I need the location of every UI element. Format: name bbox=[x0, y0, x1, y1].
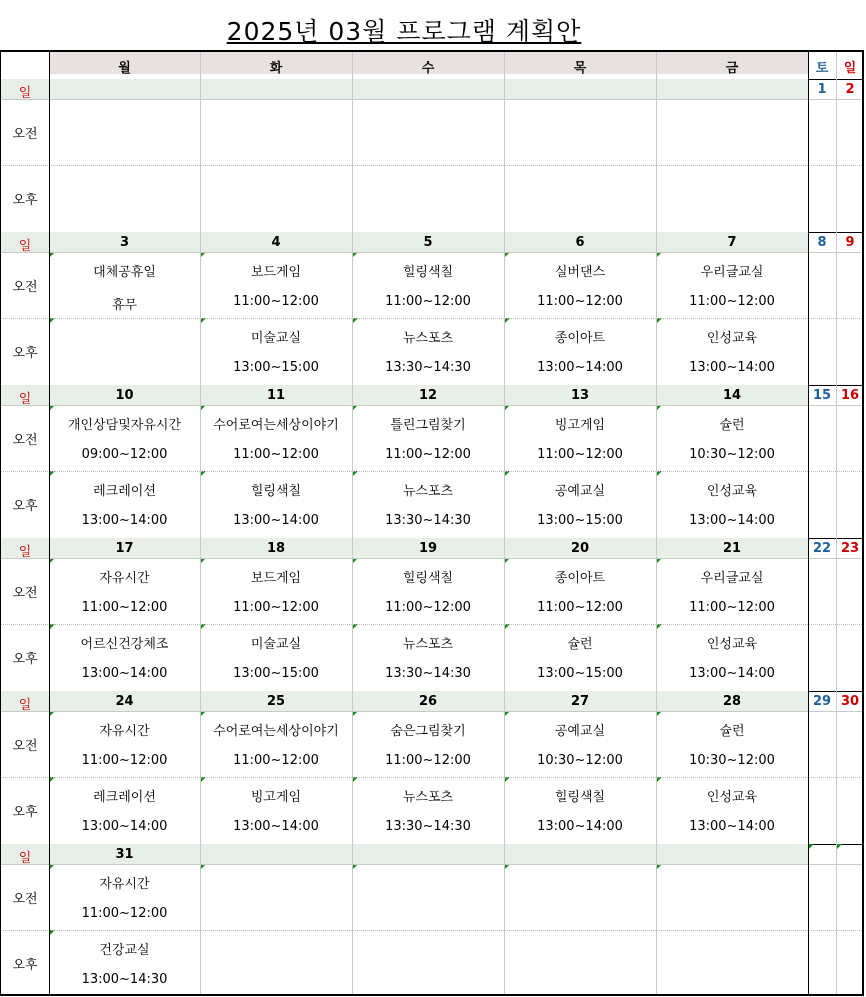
am-time: 09:00~12:00 bbox=[81, 447, 168, 462]
am-activity: 종이아트 bbox=[554, 571, 606, 586]
date-divider bbox=[1, 864, 862, 865]
am-activity: 보드게임 bbox=[250, 571, 302, 586]
am-activity: 틀린그림찾기 bbox=[390, 418, 466, 433]
pm-activity: 종이아트 bbox=[554, 331, 606, 346]
column-divider bbox=[656, 52, 657, 994]
date-number: 6 bbox=[575, 235, 585, 250]
am-activity: 공예교실 bbox=[554, 724, 606, 739]
am-activity: 슐런 bbox=[719, 724, 745, 739]
am-activity: 자유시간 bbox=[99, 724, 150, 739]
am-activity: 실버댄스 bbox=[554, 265, 606, 280]
am-time: 10:30~12:00 bbox=[689, 447, 775, 462]
am-activity: 보드게임 bbox=[250, 265, 302, 280]
am-activity: 대체공휴일 bbox=[93, 265, 156, 280]
date-number: 12 bbox=[418, 388, 438, 403]
saturday-date: 1 bbox=[817, 82, 827, 97]
pm-time: 13:00~14:00 bbox=[81, 819, 168, 834]
pm-label: 오후 bbox=[12, 652, 38, 667]
pm-activity: 인성교육 bbox=[706, 790, 758, 805]
am-time: 10:30~12:00 bbox=[689, 753, 775, 768]
am-label: 오전 bbox=[12, 739, 38, 754]
ampm-divider bbox=[1, 624, 862, 625]
saturday-date: 15 bbox=[812, 388, 832, 403]
saturday-date: 29 bbox=[812, 694, 832, 709]
am-time: 11:00~12:00 bbox=[385, 753, 471, 768]
am-activity: 우리글교실 bbox=[700, 265, 764, 280]
pm-activity: 어르신건강체조 bbox=[80, 637, 169, 652]
pm-label: 오후 bbox=[12, 805, 38, 820]
am-time: 휴무 bbox=[111, 298, 138, 313]
ampm-divider bbox=[1, 471, 862, 472]
pm-time: 13:30~14:30 bbox=[385, 513, 471, 528]
am-time: 11:00~12:00 bbox=[81, 753, 168, 768]
pm-activity: 슐런 bbox=[567, 637, 593, 652]
am-time: 11:00~12:00 bbox=[385, 447, 471, 462]
pm-time: 13:00~14:00 bbox=[233, 819, 319, 834]
ampm-divider bbox=[1, 777, 862, 778]
pm-activity: 인성교육 bbox=[706, 637, 758, 652]
pm-time: 13:30~14:30 bbox=[385, 666, 471, 681]
page-title: 2025년 03월 프로그램 계획안 bbox=[226, 17, 582, 46]
date-number: 3 bbox=[119, 235, 130, 250]
pm-activity: 인성교육 bbox=[706, 484, 758, 499]
am-time: 10:30~12:00 bbox=[537, 753, 623, 768]
pm-activity: 힐링색칠 bbox=[554, 790, 606, 805]
sunday-date: 9 bbox=[845, 235, 855, 250]
am-time: 11:00~12:00 bbox=[233, 447, 319, 462]
sunday-date: 30 bbox=[840, 694, 860, 709]
header-fri: 금 bbox=[725, 61, 739, 76]
column-divider bbox=[49, 52, 50, 994]
date-number: 21 bbox=[722, 541, 742, 556]
am-label: 오전 bbox=[12, 433, 38, 448]
sunday-date: 16 bbox=[840, 388, 860, 403]
am-label: 오전 bbox=[12, 127, 38, 142]
date-number: 26 bbox=[418, 694, 438, 709]
am-time: 11:00~12:00 bbox=[385, 600, 471, 615]
pm-activity: 인성교육 bbox=[706, 331, 758, 346]
pm-time: 13:00~15:00 bbox=[537, 513, 623, 528]
am-label: 오전 bbox=[12, 586, 38, 601]
am-time: 11:00~12:00 bbox=[537, 294, 623, 309]
pm-activity: 힐링색칠 bbox=[250, 484, 302, 499]
pm-time: 13:00~14:00 bbox=[233, 513, 319, 528]
pm-label: 오후 bbox=[12, 499, 38, 514]
date-number: 5 bbox=[423, 235, 433, 250]
am-time: 11:00~12:00 bbox=[81, 600, 168, 615]
sunday-date: 23 bbox=[840, 541, 860, 556]
am-time: 11:00~12:00 bbox=[233, 294, 319, 309]
am-activity: 빙고게임 bbox=[554, 418, 606, 433]
am-activity: 개인상담및자유시간 bbox=[67, 418, 182, 433]
date-divider bbox=[1, 405, 862, 406]
pm-time: 13:00~15:00 bbox=[233, 360, 319, 375]
pm-time: 13:00~14:00 bbox=[537, 360, 623, 375]
date-number: 11 bbox=[266, 388, 286, 403]
pm-time: 13:00~15:00 bbox=[537, 666, 623, 681]
pm-activity: 레크레이션 bbox=[93, 790, 156, 805]
date-number: 14 bbox=[722, 388, 742, 403]
header-sun: 일 bbox=[843, 61, 857, 76]
date-number: 31 bbox=[115, 847, 134, 862]
column-divider bbox=[200, 52, 201, 994]
day-label: 일 bbox=[18, 851, 32, 866]
header-sat: 토 bbox=[815, 61, 829, 76]
date-number: 17 bbox=[115, 541, 134, 556]
day-label: 일 bbox=[18, 698, 32, 713]
pm-activity: 뉴스포츠 bbox=[402, 331, 454, 346]
ampm-divider bbox=[1, 930, 862, 931]
am-activity: 자유시간 bbox=[99, 571, 150, 586]
pm-time: 13:00~14:00 bbox=[689, 513, 775, 528]
pm-activity: 건강교실 bbox=[99, 943, 150, 958]
day-label: 일 bbox=[18, 86, 32, 101]
date-number: 25 bbox=[266, 694, 286, 709]
am-activity: 우리글교실 bbox=[700, 571, 764, 586]
day-label: 일 bbox=[18, 392, 32, 407]
am-time: 11:00~12:00 bbox=[81, 906, 168, 921]
am-time: 11:00~12:00 bbox=[689, 600, 775, 615]
date-divider bbox=[1, 99, 862, 100]
pm-time: 13:00~14:00 bbox=[537, 819, 623, 834]
am-activity: 힐링색칠 bbox=[402, 265, 454, 280]
pm-time: 13:30~14:30 bbox=[385, 819, 471, 834]
pm-time: 13:00~14:00 bbox=[689, 819, 775, 834]
date-row-bg bbox=[49, 79, 808, 99]
header-tue: 화 bbox=[269, 61, 283, 76]
pm-activity: 공예교실 bbox=[554, 484, 606, 499]
weekend-divider bbox=[808, 52, 809, 994]
am-time: 11:00~12:00 bbox=[689, 294, 775, 309]
date-number: 10 bbox=[115, 388, 134, 403]
am-time: 11:00~12:00 bbox=[537, 600, 623, 615]
pm-time: 13:00~14:00 bbox=[81, 513, 168, 528]
pm-activity: 빙고게임 bbox=[250, 790, 302, 805]
pm-activity: 뉴스포츠 bbox=[402, 484, 454, 499]
am-label: 오전 bbox=[12, 280, 38, 295]
pm-time: 13:00~15:00 bbox=[233, 666, 319, 681]
column-divider bbox=[836, 52, 837, 994]
saturday-date: 8 bbox=[817, 235, 827, 250]
am-activity: 숨은그림찾기 bbox=[390, 724, 466, 739]
am-time: 11:00~12:00 bbox=[385, 294, 471, 309]
saturday-date: 22 bbox=[812, 541, 832, 556]
date-divider bbox=[1, 252, 862, 253]
date-number: 18 bbox=[266, 541, 286, 556]
header-thu: 목 bbox=[573, 61, 587, 76]
pm-label: 오후 bbox=[12, 958, 38, 973]
pm-label: 오후 bbox=[12, 193, 38, 208]
date-divider bbox=[1, 558, 862, 559]
pm-activity: 뉴스포츠 bbox=[402, 637, 454, 652]
day-label: 일 bbox=[18, 239, 32, 254]
pm-activity: 미술교실 bbox=[250, 637, 302, 652]
am-label: 오전 bbox=[12, 892, 38, 907]
date-number: 19 bbox=[418, 541, 438, 556]
pm-label: 오후 bbox=[12, 346, 38, 361]
date-number: 4 bbox=[271, 235, 281, 250]
pm-time: 13:00~14:00 bbox=[689, 666, 775, 681]
am-time: 11:00~12:00 bbox=[233, 600, 319, 615]
am-activity: 힐링색칠 bbox=[402, 571, 454, 586]
am-time: 11:00~12:00 bbox=[233, 753, 319, 768]
pm-time: 13:30~14:30 bbox=[385, 360, 471, 375]
date-number: 27 bbox=[570, 694, 590, 709]
am-time: 11:00~12:00 bbox=[537, 447, 623, 462]
day-label: 일 bbox=[18, 545, 32, 560]
am-activity: 슐런 bbox=[719, 418, 745, 433]
pm-activity: 뉴스포츠 bbox=[402, 790, 454, 805]
date-number: 20 bbox=[570, 541, 590, 556]
column-divider bbox=[352, 52, 353, 994]
pm-time: 13:00~14:00 bbox=[689, 360, 775, 375]
pm-activity: 레크레이션 bbox=[93, 484, 156, 499]
pm-time: 13:00~14:30 bbox=[81, 972, 168, 987]
date-divider bbox=[1, 711, 862, 712]
ampm-divider bbox=[1, 318, 862, 319]
pm-activity: 미술교실 bbox=[250, 331, 302, 346]
column-divider bbox=[504, 52, 505, 994]
sunday-date: 2 bbox=[845, 82, 855, 97]
am-activity: 수어로여는세상이야기 bbox=[213, 724, 339, 739]
ampm-divider bbox=[1, 165, 862, 166]
header-wed: 수 bbox=[421, 61, 435, 76]
header-mon: 월 bbox=[118, 61, 131, 76]
date-number: 24 bbox=[115, 694, 134, 709]
date-number: 13 bbox=[570, 388, 590, 403]
schedule-table bbox=[0, 50, 864, 996]
pm-time: 13:00~14:00 bbox=[81, 666, 168, 681]
am-activity: 수어로여는세상이야기 bbox=[213, 418, 339, 433]
date-number: 7 bbox=[727, 235, 737, 250]
date-number: 28 bbox=[722, 694, 742, 709]
am-activity: 자유시간 bbox=[99, 877, 150, 892]
